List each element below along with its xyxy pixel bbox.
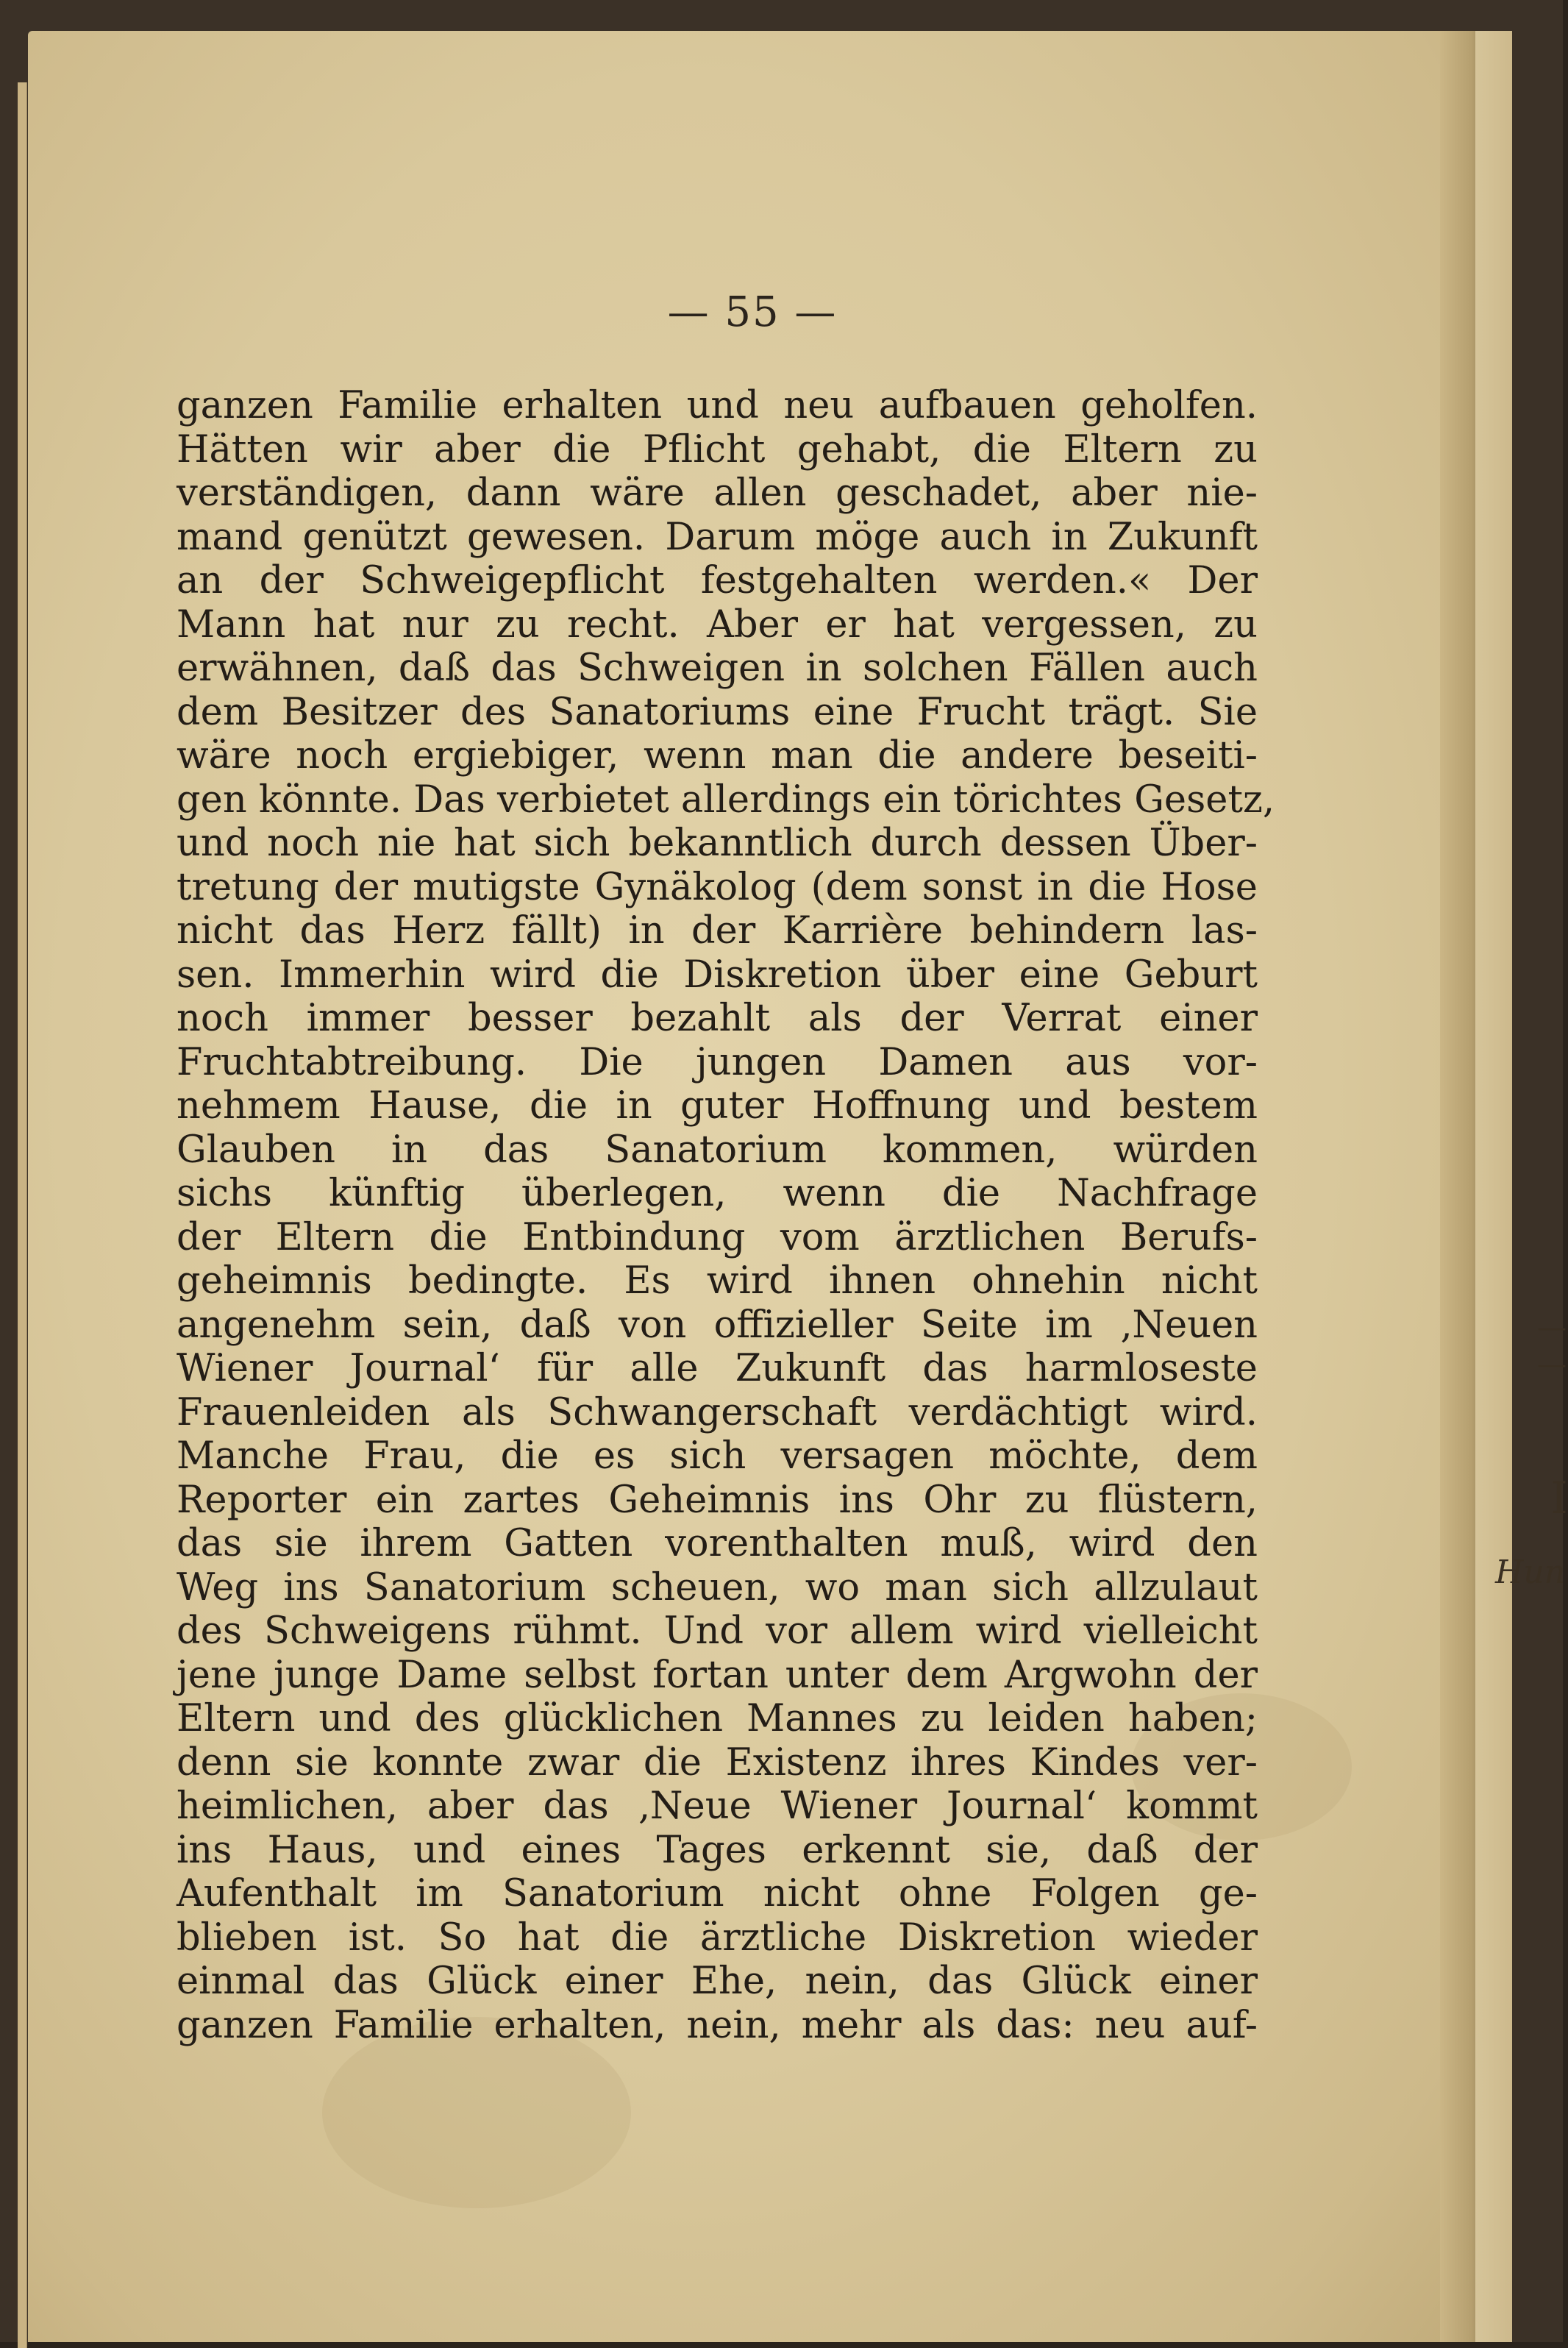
- text-line: nehmem Hause, die in guter Hoffnung und bestem: [177, 1084, 1258, 1128]
- text-line: geheimnis bedingte. Es wird ihnen ohnehin nicht: [177, 1259, 1258, 1303]
- text-line: noch immer besser bezahlt als der Verrat einer: [177, 997, 1258, 1040]
- text-line: verständigen, dann wäre allen geschadet, aber nie-: [177, 472, 1258, 515]
- text-line: Manche Frau, die es sich versagen möchte, dem: [177, 1434, 1258, 1478]
- margin-note: —: [1537, 1348, 1567, 1381]
- text-line: gen könnte. Das verbietet allerdings ein törichtes Gesetz,: [177, 778, 1275, 822]
- text-line: denn sie konnte zwar die Existenz ihres Kindes ver-: [177, 1740, 1258, 1785]
- text-line: nicht das Herz fällt) in der Karrière behindern las-: [177, 909, 1258, 953]
- text-line: Reporter ein zartes Geheimnis ins Ohr zu flüstern,: [177, 1478, 1258, 1522]
- text-line: an der Schweigepflicht festgehalten werden.« Der: [177, 559, 1258, 602]
- book-page: [28, 31, 1568, 2342]
- text-line: Eltern und des glücklichen Mannes zu leiden haben;: [177, 1697, 1258, 1740]
- text-line: ganzen Familie erhalten, nein, mehr als das: neu auf-: [177, 2003, 1258, 2047]
- text-line: Glauben in das Sanatorium kommen, würden: [177, 1128, 1258, 1172]
- text-line: Frauenleiden als Schwangerschaft verdächtigt wird.: [177, 1390, 1258, 1434]
- text-line: ganzen Familie erhalten und neu aufbauen geholfen.: [177, 384, 1258, 427]
- margin-note: I: [1550, 1473, 1568, 1524]
- text-line: Weg ins Sanatorium scheuen, wo man sich allzulaut: [177, 1565, 1258, 1609]
- text-line: einmal das Glück einer Ehe, nein, das Glück einer: [177, 1960, 1258, 2003]
- next-page-edge: [1475, 31, 1512, 2342]
- text-line: wäre noch ergiebiger, wenn man die andere beseiti-: [177, 734, 1258, 778]
- margin-note: Hun: [1495, 1554, 1566, 1591]
- text-line: blieben ist. So hat die ärztliche Diskretion wieder: [177, 1915, 1258, 1960]
- page-edge: [22, 82, 27, 2348]
- text-line: dem Besitzer des Sanatoriums eine Frucht trägt. Sie: [177, 690, 1258, 734]
- text-line: das sie ihrem Gatten vorenthalten muß, wird den: [177, 1522, 1258, 1565]
- text-line: und noch nie hat sich bekanntlich durch dessen Über-: [177, 822, 1258, 865]
- text-line: Fruchtabtreibung. Die jungen Damen aus vor-: [177, 1040, 1258, 1084]
- text-line: angenehm sein, daß von offizieller Seite im ‚Neuen: [177, 1303, 1258, 1347]
- text-line: des Schweigens rühmt. Und vor allem wird vielleicht: [177, 1609, 1258, 1653]
- body-text: [177, 384, 1275, 2047]
- text-line: ins Haus, und eines Tages erkennt sie, daß der: [177, 1828, 1258, 1872]
- text-line: heimlichen, aber das ‚Neue Wiener Journal‘ kommt: [177, 1785, 1258, 1828]
- text-line: Hätten wir aber die Pflicht gehabt, die Eltern zu: [177, 427, 1258, 472]
- text-line: jene junge Dame selbst fortan unter dem Argwohn der: [177, 1653, 1258, 1697]
- text-line: Aufenthalt im Sanatorium nicht ohne Folgen ge-: [177, 1872, 1258, 1915]
- text-line: mand genützt gewesen. Darum möge auch in Zukunft: [177, 515, 1258, 559]
- text-line: der Eltern die Entbindung vom ärztlichen Berufs-: [177, 1215, 1258, 1259]
- text-line: sen. Immerhin wird die Diskretion über eine Geburt: [177, 953, 1258, 997]
- text-line: Mann hat nur zu recht. Aber er hat vergessen, zu: [177, 602, 1258, 647]
- page-number: — 55 —: [667, 288, 838, 336]
- text-line: erwähnen, daß das Schweigen in solchen Fällen auch: [177, 647, 1258, 690]
- text-line: tretung der mutigste Gynäkolog (dem sonst in die Hose: [177, 865, 1258, 909]
- text-line: Wiener Journal‘ für alle Zukunft das harmloseste: [177, 1347, 1258, 1390]
- margin-note: —: [1537, 1311, 1567, 1345]
- text-line: sichs künftig überlegen, wenn die Nachfrage: [177, 1172, 1258, 1215]
